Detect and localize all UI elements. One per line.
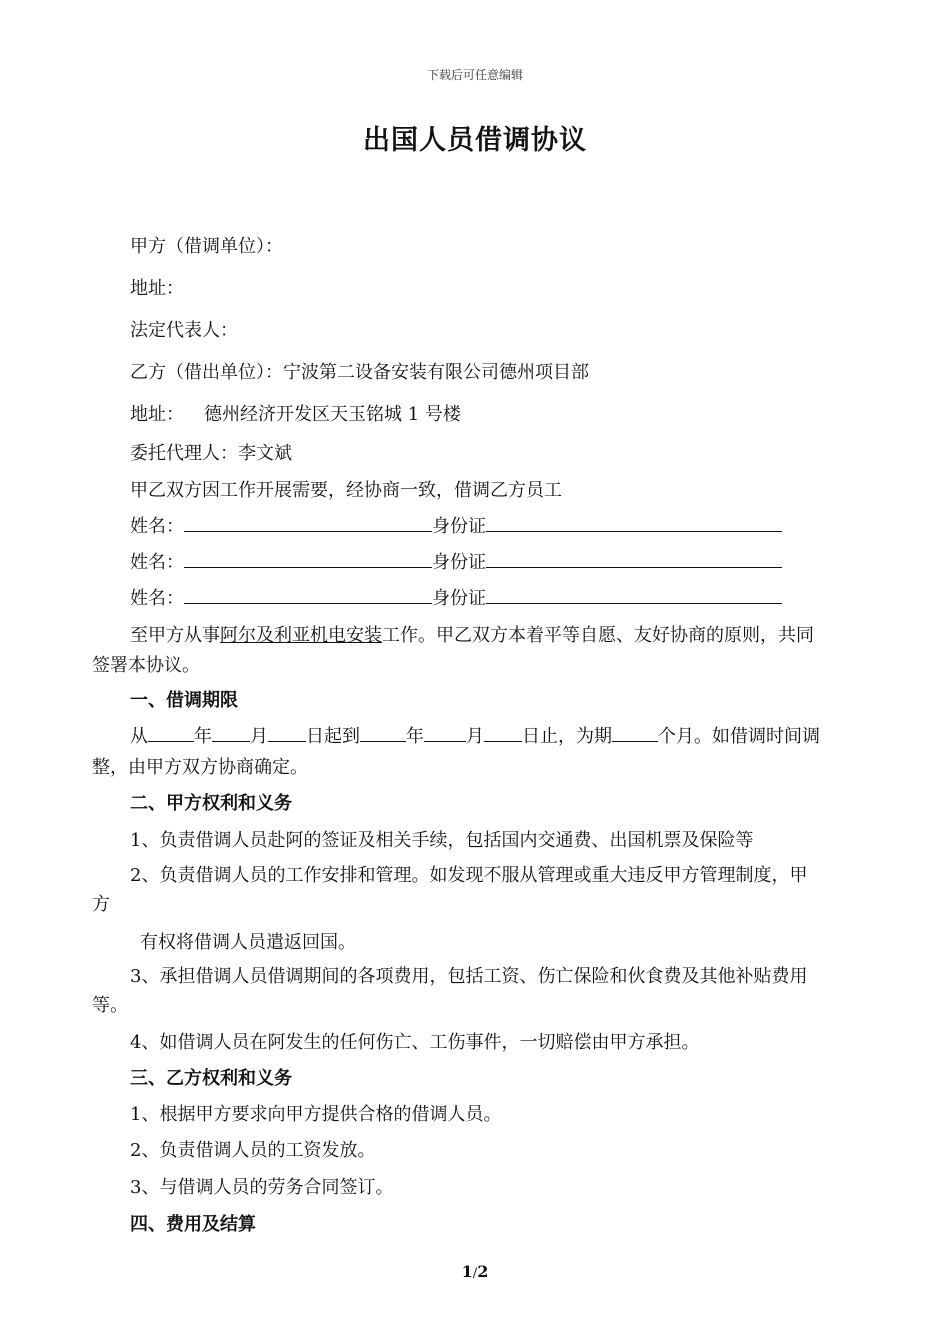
party-b-agent-line	[130, 439, 292, 465]
section2-item2-line1: 2、负责借调人员的工作安排和管理。如发现不服从管理或重大违反甲方管理制度，甲	[130, 865, 808, 886]
staff-row	[130, 584, 782, 610]
intro-text: 甲乙双方因工作开展需要，经协商一致，借调乙方员工	[130, 480, 562, 501]
staff-id-blank	[486, 513, 782, 532]
period-month: 月	[250, 726, 268, 747]
staff-name-label: 姓名：	[130, 516, 184, 537]
staff-row	[130, 548, 782, 574]
blank	[484, 723, 522, 742]
party-b-agent-label: 委托代理人：	[130, 443, 238, 464]
staff-id-label: 身份证	[432, 552, 486, 573]
purpose-prefix: 至甲方从事	[130, 625, 220, 646]
period-year: 年	[406, 726, 424, 747]
blank	[212, 723, 250, 742]
blank	[424, 723, 466, 742]
party-b-address: 德州经济开发区天玉铭城 1 号楼	[204, 404, 461, 425]
staff-name-blank	[184, 513, 432, 532]
section3-item2: 2、负责借调人员的工资发放。	[130, 1140, 376, 1161]
purpose-line	[130, 621, 814, 647]
page-number	[0, 1262, 950, 1281]
page-current: 1	[461, 1262, 473, 1281]
blank	[360, 723, 406, 742]
section3-item3: 3、与借调人员的劳务合同签订。	[130, 1177, 394, 1198]
staff-row	[130, 512, 782, 538]
party-b-label: 乙方（借出单位）：	[130, 362, 283, 383]
staff-name-blank	[184, 549, 432, 568]
party-a-address-label: 地址：	[130, 278, 184, 299]
period-line2: 整，由甲方双方协商确定。	[92, 757, 308, 778]
section-heading: 三、乙方权利和义务	[130, 1068, 292, 1089]
period-line	[130, 722, 820, 748]
page-separator: /	[472, 1266, 478, 1281]
purpose-suffix: 工作。甲乙双方本着平等自愿、友好协商的原则，共同	[382, 625, 814, 646]
period-day-from: 日起到	[306, 726, 360, 747]
party-b-agent: 李文斌	[238, 443, 292, 464]
page-total: 2	[477, 1262, 489, 1281]
party-a-representative-label: 法定代表人：	[130, 320, 238, 341]
section-heading: 一、借调期限	[130, 690, 238, 711]
staff-name-blank	[184, 585, 432, 604]
staff-id-blank	[486, 585, 782, 604]
period-from: 从	[130, 726, 148, 747]
staff-id-label: 身份证	[432, 588, 486, 609]
staff-name-label: 姓名：	[130, 588, 184, 609]
party-b-address-line	[130, 400, 461, 426]
section2-item1: 1、负责借调人员赴阿的签证及相关手续，包括国内交通费、出国机票及保险等	[130, 830, 754, 851]
header-note: 下载后可任意编辑	[426, 68, 523, 82]
party-b-line	[130, 358, 589, 384]
period-months-tail: 个月。如借调时间调	[658, 726, 820, 747]
party-b-name: 宁波第二设备安装有限公司德州项目部	[283, 362, 589, 383]
period-year: 年	[194, 726, 212, 747]
staff-name-label: 姓名：	[130, 552, 184, 573]
section-heading: 四、费用及结算	[130, 1214, 256, 1235]
party-b-address-label: 地址：	[130, 404, 184, 425]
section2-item3-line1: 3、承担借调人员借调期间的各项费用，包括工资、伤亡保险和伙食费及其他补贴费用	[130, 966, 808, 987]
staff-id-label: 身份证	[432, 516, 486, 537]
period-month: 月	[466, 726, 484, 747]
section2-item2-line3: 有权将借调人员遣返回国。	[140, 932, 356, 953]
blank	[148, 723, 194, 742]
purpose-project: 阿尔及利亚机电安装	[220, 625, 382, 646]
section-heading: 二、甲方权利和义务	[130, 793, 292, 814]
period-day-to: 日止，为期	[522, 726, 612, 747]
document-title: 出国人员借调协议	[363, 125, 587, 156]
section2-item3-line2: 等。	[92, 995, 128, 1016]
purpose-line2: 签署本协议。	[92, 655, 200, 676]
blank	[268, 723, 306, 742]
section2-item4: 4、如借调人员在阿发生的任何伤亡、工伤事件，一切赔偿由甲方承担。	[130, 1032, 700, 1053]
blank	[612, 723, 658, 742]
section2-item2-line2: 方	[92, 894, 110, 915]
staff-id-blank	[486, 549, 782, 568]
party-a-label: 甲方（借调单位）：	[130, 236, 283, 257]
section3-item1: 1、根据甲方要求向甲方提供合格的借调人员。	[130, 1104, 502, 1125]
